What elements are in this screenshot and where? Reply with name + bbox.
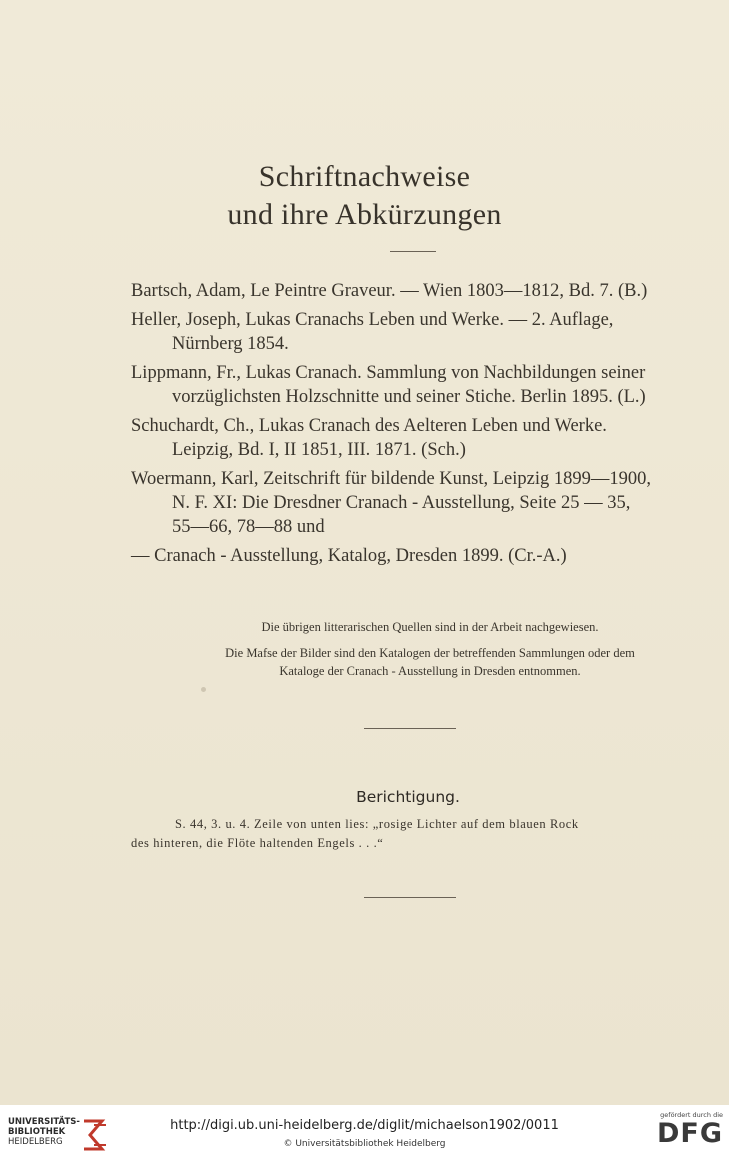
bibliography-entry-text: Bartsch, Adam, Le Peintre Graveur. — Wien 1803—1812, Bd. 7. (B.): [131, 281, 648, 301]
library-name-line-3: HEIDELBERG: [8, 1137, 63, 1147]
bibliography-entry: [131, 308, 697, 356]
bibliography-entry: [131, 544, 697, 568]
bibliography-entry-text: Lippmann, Fr., Lukas Cranach. Sammlung von Nachbildungen seiner: [131, 363, 646, 383]
bibliography-entry-continuation: Nürnberg 1854.: [172, 334, 289, 354]
measures-note-line-2: Kataloge der Cranach - Ausstellung in Dresden entnommen.: [279, 664, 581, 678]
page-title-line-2: und ihre Abkürzungen: [227, 198, 502, 231]
library-name-line-2: BIBLIOTHEK: [8, 1127, 66, 1137]
title-divider: [390, 251, 436, 252]
section-divider: [364, 728, 456, 729]
page-title-line-1: Schriftnachweise: [258, 160, 471, 193]
sources-note: Die übrigen litterarischen Quellen sind in der Arbeit nachgewiesen.: [261, 620, 599, 634]
bibliography-entry: [131, 467, 697, 539]
correction-line-2: des hinteren, die Flöte haltenden Engels . . .“: [131, 836, 384, 850]
bibliography-entry-text: Heller, Joseph, Lukas Cranachs Leben und Werke. — 2. Auflage,: [131, 310, 614, 330]
correction-heading: Berichtigung.: [356, 788, 460, 806]
paper-speck: [201, 687, 206, 692]
bottom-divider: [364, 897, 456, 898]
permalink-url[interactable]: http://digi.ub.uni-heidelberg.de/diglit/michaelson1902/0011: [170, 1118, 559, 1133]
bibliography-entry-text: Schuchardt, Ch., Lukas Cranach des Aelteren Leben und Werke.: [131, 416, 607, 436]
correction-text: [131, 815, 689, 853]
bibliography-entry-text: Woermann, Karl, Zeitschrift für bildende Kunst, Leipzig 1899—1900,: [131, 469, 651, 489]
viewer-footer: [0, 1105, 729, 1162]
bibliography-entry-continuation: N. F. XI: Die Dresdner Cranach - Ausstellung, Seite 25 — 35,: [172, 493, 631, 513]
library-name-line-1: UNIVERSITÄTS-: [8, 1117, 80, 1127]
dfg-logo[interactable]: [645, 1111, 723, 1149]
bibliography-entry: [131, 279, 697, 303]
bibliography-entry-continuation: vorzüglichsten Holzschnitte und seiner Stiche. Berlin 1895. (L.): [172, 387, 646, 407]
measures-note-line-1: Die Mafse der Bilder sind den Katalogen der betreffenden Sammlungen oder dem: [225, 646, 635, 660]
bibliography-entry: [131, 361, 697, 409]
dfg-logo-text: DFG: [656, 1118, 723, 1149]
bibliography-entry: [131, 414, 697, 462]
bibliography-entry-text: — Cranach - Ausstellung, Katalog, Dresden 1899. (Cr.-A.): [131, 546, 567, 566]
dfg-funded-by-text: gefördert durch die: [660, 1111, 723, 1119]
bibliography-list: [131, 279, 697, 573]
copyright-notice: © Universitätsbibliothek Heidelberg: [283, 1139, 446, 1149]
correction-line-1: S. 44, 3. u. 4. Zeile von unten lies: „rosige Lichter auf dem blauen Rock: [175, 817, 579, 831]
bibliography-entry-continuation: 55—66, 78—88 und: [172, 517, 325, 537]
bibliography-entry-continuation: Leipzig, Bd. I, II 1851, III. 1871. (Sch.): [172, 440, 466, 460]
